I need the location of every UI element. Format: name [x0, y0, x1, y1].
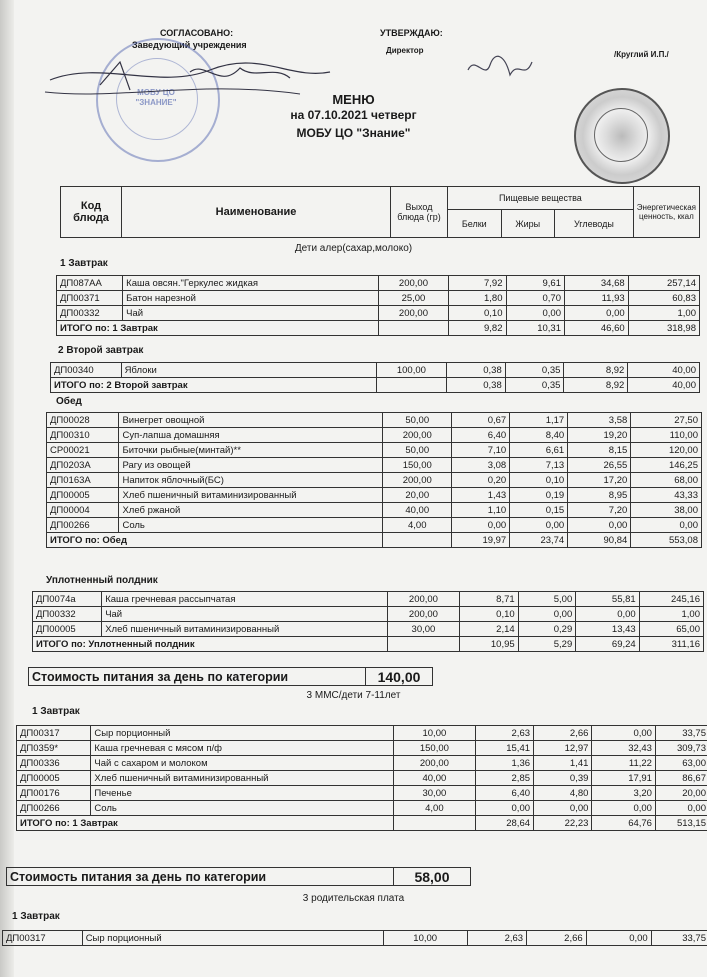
total-carbs: 69,24: [576, 637, 639, 652]
menu-row: [57, 306, 700, 321]
dish-yield: 200,00: [383, 473, 452, 488]
dish-code: ДП00005: [47, 488, 119, 503]
dish-fat: 1,41: [534, 756, 592, 771]
section-title: 1 Завтрак: [12, 911, 60, 922]
menu-table-header: [60, 186, 700, 238]
dish-fat: 4,80: [534, 786, 592, 801]
dish-fat: 0,00: [518, 607, 576, 622]
dish-energy: 86,67: [655, 771, 707, 786]
dish-protein: 7,10: [452, 443, 510, 458]
dish-carbs: 0,00: [565, 306, 629, 321]
dish-fat: 2,66: [527, 931, 587, 946]
dish-fat: 5,00: [518, 592, 576, 607]
dish-name: Батон нарезной: [123, 291, 379, 306]
dish-energy: 20,00: [655, 786, 707, 801]
dish-protein: 0,38: [447, 363, 506, 378]
dish-protein: 0,20: [452, 473, 510, 488]
dish-yield: 50,00: [383, 413, 452, 428]
head-carbs: Углеводы: [554, 210, 633, 238]
section-title: 1 Завтрак: [60, 258, 108, 269]
dish-energy: 146,25: [631, 458, 702, 473]
dish-energy: 40,00: [628, 363, 700, 378]
category-title-1: Дети алер(сахар,молоко): [294, 243, 413, 254]
total-label: ИТОГО по: 2 Второй завтрак: [51, 378, 377, 393]
dish-carbs: 8,15: [568, 443, 631, 458]
menu-row: [33, 592, 704, 607]
dish-energy: 63,00: [655, 756, 707, 771]
cost-label: Стоимость питания за день по категории: [7, 868, 394, 886]
menu-row: [17, 801, 707, 816]
dish-protein: 15,41: [475, 741, 533, 756]
dish-protein: 2,85: [475, 771, 533, 786]
total-row: [51, 378, 700, 393]
head-fat: Жиры: [501, 210, 554, 238]
total-protein: 0,38: [447, 378, 506, 393]
dish-energy: 27,50: [631, 413, 702, 428]
total-protein: 19,97: [452, 533, 510, 548]
total-yield-empty: [387, 637, 460, 652]
menu-row: [47, 443, 702, 458]
dish-name: Чай с сахаром и молоком: [91, 756, 394, 771]
total-yield-empty: [383, 533, 452, 548]
section-title: Обед: [56, 396, 82, 407]
dish-protein: 1,80: [448, 291, 506, 306]
dish-name: Чай: [123, 306, 379, 321]
menu-title: МЕНЮ: [332, 92, 375, 107]
dish-carbs: 0,00: [568, 518, 631, 533]
dish-code: СР00021: [47, 443, 119, 458]
block-table: [2, 930, 707, 946]
dish-yield: 200,00: [379, 276, 449, 291]
total-label: ИТОГО по: Обед: [47, 533, 383, 548]
menu-row: [47, 458, 702, 473]
dish-name: Хлеб пшеничный витаминизированный: [119, 488, 383, 503]
total-yield-empty: [376, 378, 446, 393]
dish-protein: 0,00: [475, 801, 533, 816]
menu-row: [17, 741, 707, 756]
head-name: Наименование: [122, 187, 391, 238]
head-yield: Выход блюда (гр): [391, 187, 448, 238]
total-energy: 318,98: [628, 321, 699, 336]
dish-protein: 3,08: [452, 458, 510, 473]
dish-fat: 7,13: [510, 458, 568, 473]
dish-name: Каша гречневая рассыпчатая: [102, 592, 387, 607]
total-energy: 40,00: [628, 378, 700, 393]
dish-yield: 30,00: [394, 786, 475, 801]
dish-yield: 10,00: [394, 726, 475, 741]
menu-row: [47, 413, 702, 428]
total-row: [47, 533, 702, 548]
section-title: 2 Второй завтрак: [58, 345, 144, 356]
approved-label: УТВЕРЖДАЮ:: [380, 28, 443, 38]
dish-protein: 8,71: [460, 592, 518, 607]
dish-protein: 0,67: [452, 413, 510, 428]
dish-protein: 1,10: [452, 503, 510, 518]
dish-fat: 2,66: [534, 726, 592, 741]
dish-code: ДП00266: [47, 518, 119, 533]
head-energy: Энергетическая ценность, ккал: [633, 187, 699, 238]
head-nutrients: Пищевые вещества: [448, 187, 634, 210]
dish-yield: 100,00: [376, 363, 446, 378]
dish-code: ДП0163А: [47, 473, 119, 488]
dish-energy: 60,83: [628, 291, 699, 306]
total-carbs: 64,76: [592, 816, 656, 831]
dish-code: ДП0203А: [47, 458, 119, 473]
dish-name: Напиток яблочный(БС): [119, 473, 383, 488]
menu-row: [57, 276, 700, 291]
menu-row: [57, 291, 700, 306]
dish-carbs: 0,00: [576, 607, 639, 622]
dish-code: ДП00310: [47, 428, 119, 443]
total-fat: 23,74: [510, 533, 568, 548]
dish-protein: 0,10: [460, 607, 518, 622]
block-table: [32, 591, 704, 652]
dish-code: ДП00005: [17, 771, 91, 786]
total-carbs: 90,84: [568, 533, 631, 548]
dish-name: Биточки рыбные(минтай)**: [119, 443, 383, 458]
dish-fat: 0,15: [510, 503, 568, 518]
dish-code: ДП0074а: [33, 592, 102, 607]
dish-fat: 0,39: [534, 771, 592, 786]
dish-protein: 6,40: [452, 428, 510, 443]
total-protein: 10,95: [460, 637, 518, 652]
dish-carbs: 0,00: [592, 726, 656, 741]
category-title-2: 3 ММС/дети 7-11лет: [306, 690, 401, 701]
menu-row: [3, 931, 707, 946]
dish-code: ДП00317: [17, 726, 91, 741]
dish-carbs: 11,93: [565, 291, 629, 306]
menu-row: [17, 756, 707, 771]
dish-name: Каша гречневая с мясом п/ф: [91, 741, 394, 756]
dish-carbs: 8,92: [564, 363, 628, 378]
dish-yield: 40,00: [394, 771, 475, 786]
dish-code: ДП00336: [17, 756, 91, 771]
dish-code: ДП087АА: [57, 276, 123, 291]
dish-code: ДП00332: [33, 607, 102, 622]
dish-code: ДП00340: [51, 363, 122, 378]
dish-carbs: 7,20: [568, 503, 631, 518]
section-title: Уплотненный полдник: [46, 575, 158, 586]
signature-right: [460, 50, 540, 90]
dish-energy: 245,16: [639, 592, 703, 607]
block-table: [16, 725, 707, 831]
dish-yield: 200,00: [379, 306, 449, 321]
dish-yield: 50,00: [383, 443, 452, 458]
menu-row: [47, 503, 702, 518]
total-energy: 513,15: [655, 816, 707, 831]
dish-carbs: 3,58: [568, 413, 631, 428]
dish-name: Хлеб пшеничный витаминизированный: [102, 622, 387, 637]
dish-yield: 20,00: [383, 488, 452, 503]
menu-org: МОБУ ЦО "Знание": [296, 126, 411, 140]
dish-code: ДП00028: [47, 413, 119, 428]
dish-energy: 33,75: [651, 931, 707, 946]
dish-fat: 12,97: [534, 741, 592, 756]
total-carbs: 46,60: [565, 321, 629, 336]
dish-yield: 150,00: [383, 458, 452, 473]
dish-name: Каша овсян."Геркулес жидкая: [123, 276, 379, 291]
dish-fat: 8,40: [510, 428, 568, 443]
menu-date: на 07.10.2021 четверг: [290, 108, 417, 122]
dish-name: Сыр порционный: [91, 726, 394, 741]
total-carbs: 8,92: [564, 378, 628, 393]
menu-row: [17, 786, 707, 801]
director-name: /Круглий И.П./: [614, 50, 669, 59]
dish-carbs: 55,81: [576, 592, 639, 607]
total-yield-empty: [379, 321, 449, 336]
dish-yield: 4,00: [394, 801, 475, 816]
dish-fat: 9,61: [506, 276, 565, 291]
dish-energy: 110,00: [631, 428, 702, 443]
dish-energy: 43,33: [631, 488, 702, 503]
cost-value: 140,00: [366, 668, 433, 686]
stamp-text: МОБУ ЦО "ЗНАНИЕ": [135, 88, 177, 107]
cost-row-2: [6, 867, 706, 886]
dish-code: ДП00004: [47, 503, 119, 518]
dish-energy: 33,75: [655, 726, 707, 741]
approved-role: Директор: [386, 46, 424, 55]
page-edge-shadow: [0, 0, 14, 977]
dish-code: ДП00317: [3, 931, 83, 946]
dish-name: Чай: [102, 607, 387, 622]
total-yield-empty: [394, 816, 475, 831]
dish-energy: 0,00: [631, 518, 702, 533]
dish-code: ДП00176: [17, 786, 91, 801]
total-protein: 28,64: [475, 816, 533, 831]
dish-name: Соль: [91, 801, 394, 816]
dish-carbs: 32,43: [592, 741, 656, 756]
total-fat: 10,31: [506, 321, 565, 336]
dish-energy: 257,14: [628, 276, 699, 291]
total-fat: 0,35: [505, 378, 564, 393]
dish-fat: 0,00: [534, 801, 592, 816]
dish-name: Винегрет овощной: [119, 413, 383, 428]
dish-energy: 309,73: [655, 741, 707, 756]
dish-energy: 0,00: [655, 801, 707, 816]
block-table: [50, 362, 700, 393]
dish-protein: 7,92: [448, 276, 506, 291]
dish-code: ДП00005: [33, 622, 102, 637]
block-table: [46, 412, 702, 548]
dish-energy: 1,00: [639, 607, 703, 622]
total-energy: 553,08: [631, 533, 702, 548]
menu-row: [33, 622, 704, 637]
cost-row-1: [28, 667, 706, 686]
dish-energy: 68,00: [631, 473, 702, 488]
dish-name: Яблоки: [121, 363, 376, 378]
head-code: Код блюда: [61, 187, 122, 238]
dish-fat: 0,10: [510, 473, 568, 488]
dish-yield: 200,00: [394, 756, 475, 771]
dish-carbs: 17,20: [568, 473, 631, 488]
dish-carbs: 0,00: [592, 801, 656, 816]
dish-yield: 10,00: [383, 931, 467, 946]
dish-fat: 0,35: [505, 363, 564, 378]
dish-protein: 0,00: [452, 518, 510, 533]
agreed-role: Заведующий учреждения: [132, 40, 247, 50]
dish-name: Сыр порционный: [82, 931, 383, 946]
cost-filler: [471, 868, 707, 886]
dish-name: Печенье: [91, 786, 394, 801]
dish-fat: 1,17: [510, 413, 568, 428]
dish-energy: 120,00: [631, 443, 702, 458]
dish-energy: 38,00: [631, 503, 702, 518]
total-label: ИТОГО по: 1 Завтрак: [57, 321, 379, 336]
head-protein: Белки: [448, 210, 502, 238]
dish-yield: 200,00: [387, 607, 460, 622]
total-protein: 9,82: [448, 321, 506, 336]
dish-name: Соль: [119, 518, 383, 533]
dish-fat: 0,00: [510, 518, 568, 533]
dish-name: Суп-лапша домашняя: [119, 428, 383, 443]
dish-code: ДП00332: [57, 306, 123, 321]
dish-protein: 0,10: [448, 306, 506, 321]
menu-row: [17, 771, 707, 786]
category-title-3: 3 родительская плата: [302, 893, 405, 904]
dish-code: ДП0359*: [17, 741, 91, 756]
dish-carbs: 3,20: [592, 786, 656, 801]
dish-energy: 65,00: [639, 622, 703, 637]
dish-carbs: 11,22: [592, 756, 656, 771]
agreed-label: СОГЛАСОВАНО:: [160, 28, 234, 38]
dish-name: Рагу из овощей: [119, 458, 383, 473]
dish-carbs: 26,55: [568, 458, 631, 473]
dish-carbs: 34,68: [565, 276, 629, 291]
total-row: [33, 637, 704, 652]
total-row: [17, 816, 707, 831]
dish-carbs: 13,43: [576, 622, 639, 637]
dish-yield: 4,00: [383, 518, 452, 533]
dish-energy: 1,00: [628, 306, 699, 321]
dish-protein: 2,63: [467, 931, 527, 946]
menu-row: [47, 488, 702, 503]
dish-carbs: 0,00: [586, 931, 651, 946]
dish-protein: 2,14: [460, 622, 518, 637]
menu-row: [47, 518, 702, 533]
menu-row: [51, 363, 700, 378]
dish-name: Хлеб пшеничный витаминизированный: [91, 771, 394, 786]
dish-carbs: 17,91: [592, 771, 656, 786]
cost-label: Стоимость питания за день по категории: [29, 668, 366, 686]
total-row: [57, 321, 700, 336]
total-label: ИТОГО по: 1 Завтрак: [17, 816, 394, 831]
total-fat: 22,23: [534, 816, 592, 831]
dish-fat: 0,00: [506, 306, 565, 321]
dish-code: ДП00266: [17, 801, 91, 816]
dish-yield: 200,00: [387, 592, 460, 607]
total-label: ИТОГО по: Уплотненный полдник: [33, 637, 388, 652]
dish-protein: 1,36: [475, 756, 533, 771]
dish-carbs: 8,95: [568, 488, 631, 503]
dish-fat: 0,70: [506, 291, 565, 306]
dish-yield: 25,00: [379, 291, 449, 306]
dish-fat: 6,61: [510, 443, 568, 458]
dish-yield: 40,00: [383, 503, 452, 518]
dish-carbs: 19,20: [568, 428, 631, 443]
dish-code: ДП00371: [57, 291, 123, 306]
dish-protein: 1,43: [452, 488, 510, 503]
menu-row: [47, 473, 702, 488]
menu-row: [17, 726, 707, 741]
section-title: 1 Завтрак: [32, 706, 80, 717]
menu-row: [33, 607, 704, 622]
cost-value: 58,00: [394, 868, 471, 886]
dish-yield: 150,00: [394, 741, 475, 756]
dish-protein: 2,63: [475, 726, 533, 741]
dish-protein: 6,40: [475, 786, 533, 801]
menu-row: [47, 428, 702, 443]
cost-filler: [433, 668, 707, 686]
dish-fat: 0,19: [510, 488, 568, 503]
dish-fat: 0,29: [518, 622, 576, 637]
dish-yield: 200,00: [383, 428, 452, 443]
total-fat: 5,29: [518, 637, 576, 652]
block-table: [56, 275, 700, 336]
dish-yield: 30,00: [387, 622, 460, 637]
dish-name: Хлеб ржаной: [119, 503, 383, 518]
total-energy: 311,16: [639, 637, 703, 652]
